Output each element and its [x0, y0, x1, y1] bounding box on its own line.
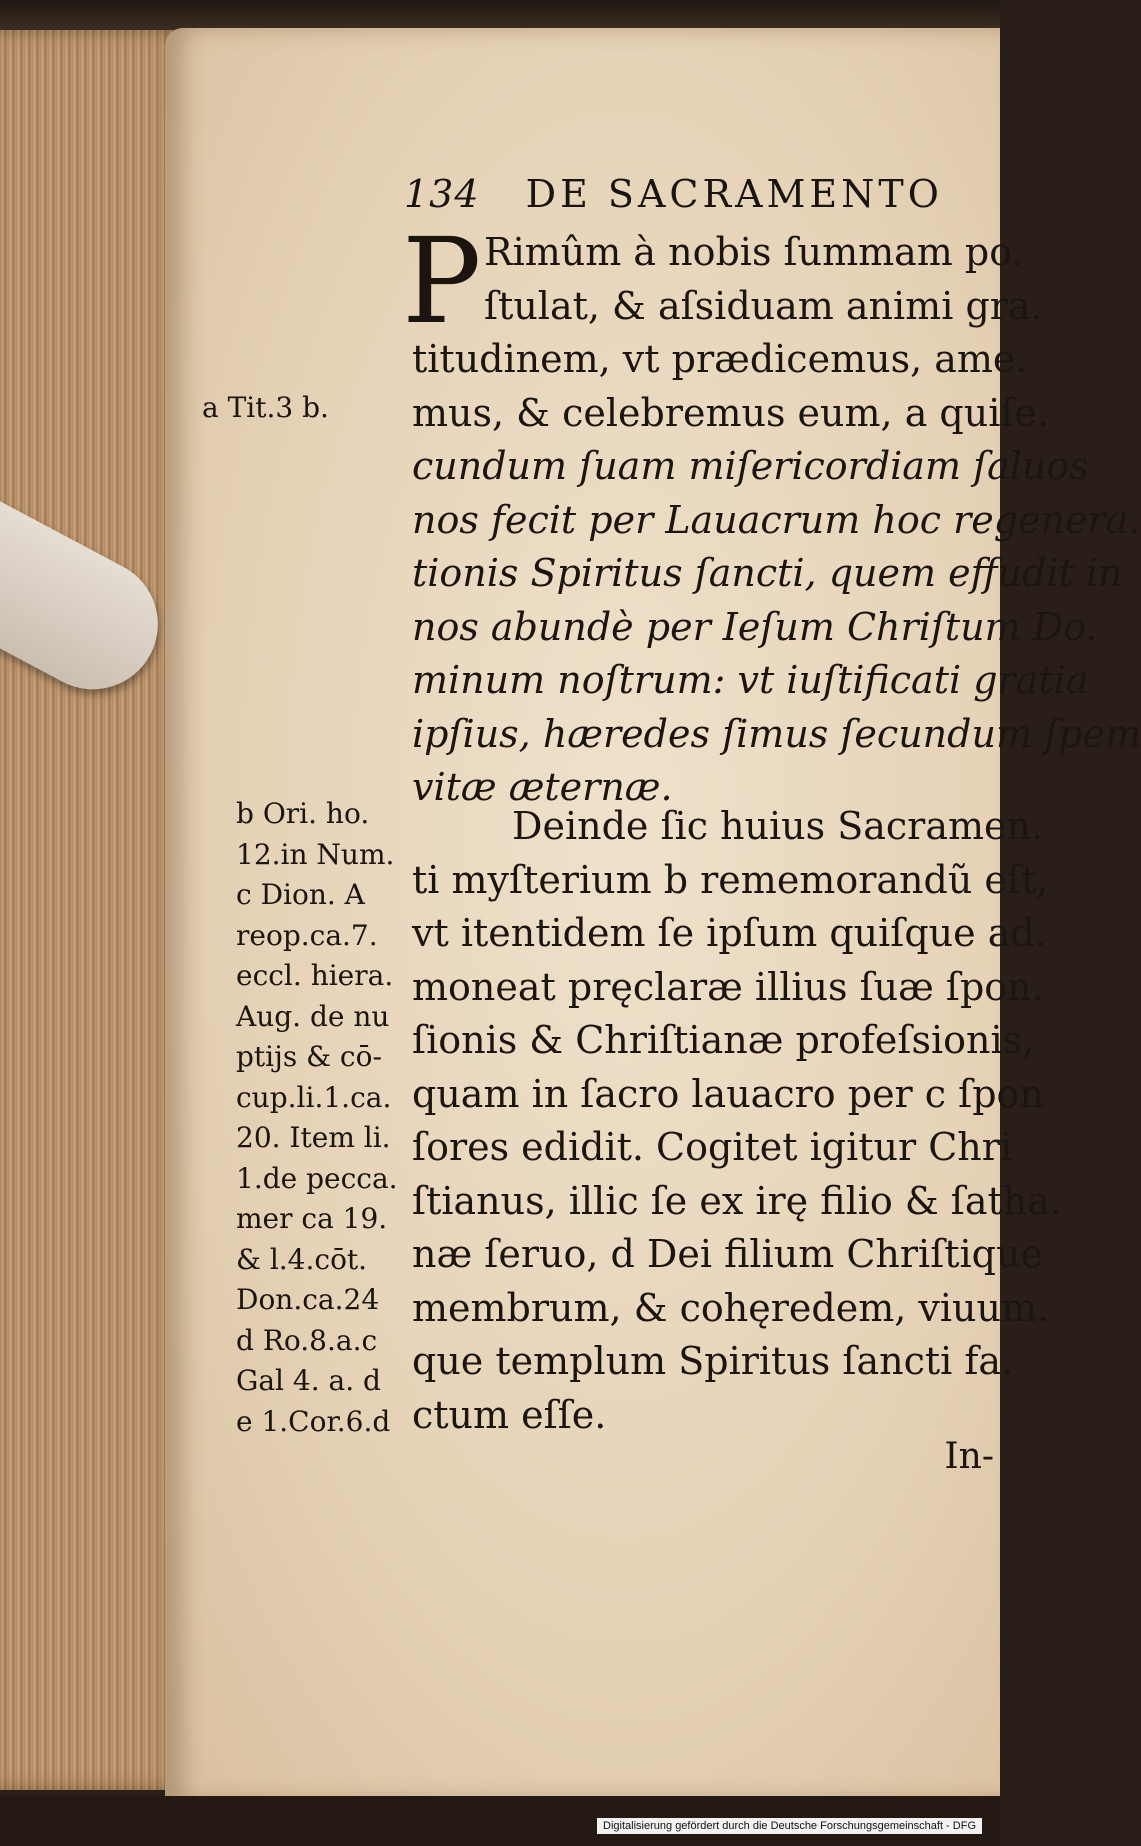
marginal-line: cup.li.1.ca.: [236, 1080, 392, 1114]
marginal-line: 12.in Num.: [236, 837, 395, 871]
marginal-line: b Ori. ho.: [236, 797, 370, 830]
text-line: cundum ſuam miſericordiam ſaluos: [412, 444, 1089, 488]
marginal-line: ptijs & cō-: [236, 1040, 382, 1073]
text-line: membrum, & cohęredem, viuum.: [412, 1285, 1050, 1330]
marginal-line: reop.ca.7.: [236, 918, 378, 952]
text-line: ſores edidit. Cogitet igitur Chri: [412, 1125, 1013, 1169]
running-head: [404, 172, 943, 216]
text-line: Deinde ſic huius Sacramen.: [512, 804, 1044, 848]
catchword: In-: [944, 1436, 994, 1477]
text-line: næ ſeruo, d Dei filium Chriſtique: [412, 1232, 1043, 1276]
text-line: ipſius, hæredes ſimus ſecundum ſpem: [412, 711, 1141, 756]
marginal-line: 1.de pecca.: [236, 1161, 398, 1195]
marginal-line: a Tit.3 b.: [202, 391, 329, 424]
text-line: Rimûm à nobis ſummam po.: [484, 230, 1024, 274]
marginal-line: eccl. hiera.: [236, 959, 394, 992]
running-title: DE SACRAMENTO: [525, 172, 943, 216]
text-line: vt itentidem ſe ipſum quiſque ad.: [412, 911, 1047, 955]
text-line: mus, & celebremus eum, a quiſe.: [412, 390, 1050, 435]
text-line: ti myſterium b rememorandũ eſt,: [412, 857, 1049, 902]
marginal-line: Gal 4. a. d: [236, 1364, 381, 1397]
marginal-line: c Dion. A: [236, 878, 365, 911]
text-line: moneat pręclaræ illius ſuæ ſpon.: [412, 964, 1044, 1009]
marginal-line: 20. Item li.: [236, 1121, 391, 1154]
digitization-credit: Digitalisierung gefördert durch die Deutsche Forschungsgemeinschaft - DFG: [597, 1818, 982, 1834]
marginal-notes-b: [236, 794, 398, 1442]
marginal-line: e 1.Cor.6.d: [236, 1404, 391, 1438]
marginal-note-a: [202, 388, 329, 429]
text-line: minum noſtrum: vt iuſtificati gratia: [412, 658, 1089, 702]
text-line: que templum Spiritus ſancti fa.: [412, 1339, 1014, 1383]
drop-capital: P: [402, 212, 482, 350]
text-line: ſtianus, illic ſe ex irę filio & ſatha.: [412, 1178, 1062, 1223]
paragraph-2: [412, 800, 1062, 1442]
marginal-line: Don.ca.24: [236, 1283, 380, 1316]
text-line: nos fecit per Lauacrum hoc regenera.: [412, 497, 1141, 542]
marginal-line: Aug. de nu: [236, 999, 390, 1033]
text-line: ſtulat, & aſsiduam animi gra.: [484, 283, 1043, 328]
page-number: 134: [404, 172, 480, 216]
book-page-edges: [0, 30, 185, 1790]
text-line: nos abundè per Ieſum Chriſtum Do.: [412, 604, 1098, 649]
marginal-line: & l.4.cōt.: [236, 1242, 368, 1276]
text-line: ctum eſſe.: [412, 1392, 607, 1437]
paragraph-1: [412, 226, 1141, 815]
text-line: titudinem, vt prædicemus, ame.: [412, 337, 1028, 381]
marginal-line: mer ca 19.: [236, 1202, 388, 1235]
marginal-line: d Ro.8.a.c: [236, 1323, 378, 1357]
text-line: vitæ æternæ.: [412, 765, 673, 809]
text-line: ſionis & Chriſtianæ profeſsionis,: [412, 1018, 1035, 1062]
text-line: quam in ſacro lauacro per c ſpon: [412, 1071, 1044, 1116]
text-line: tionis Spiritus ſancti, quem effudit in: [412, 551, 1123, 595]
